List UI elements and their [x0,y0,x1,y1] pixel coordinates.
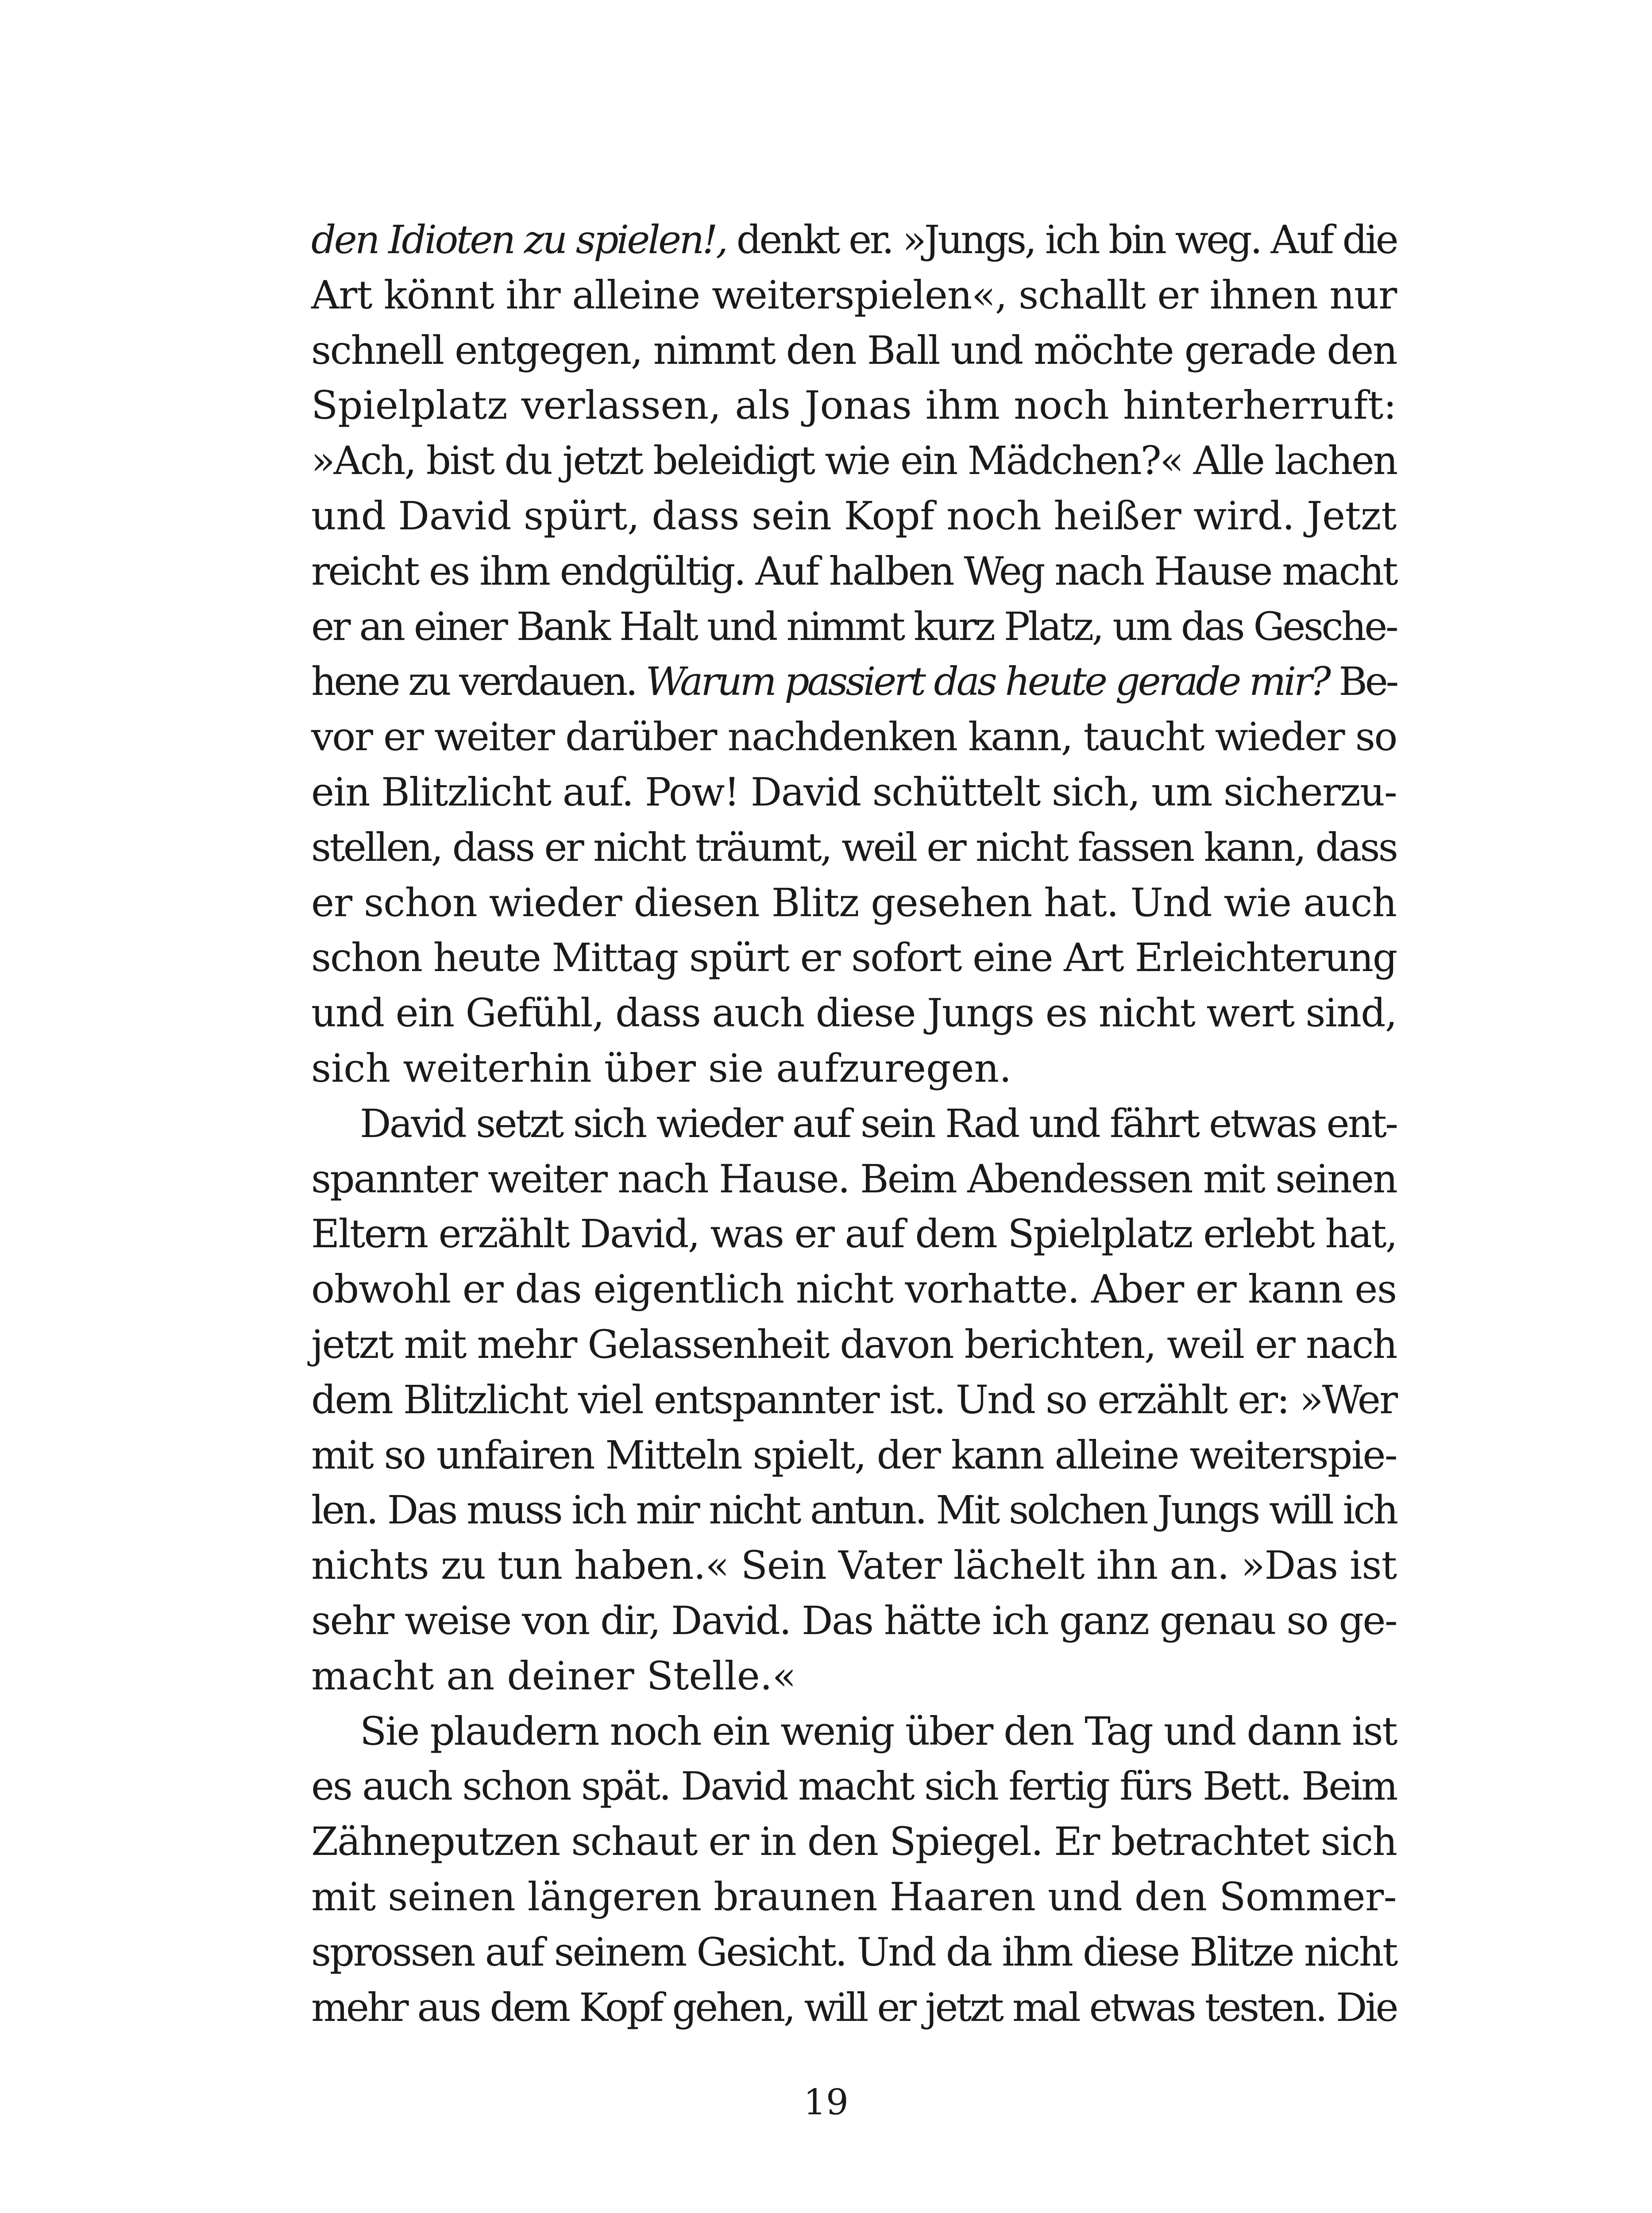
text-line [311,1428,1397,1483]
text-run: Sie plaudern noch ein wenig über den Tag und dann ist [360,1708,1397,1754]
body-text [311,212,1397,2035]
text-line [311,1538,1397,1593]
text-line [311,1041,1397,1096]
text-run: reicht es ihm endgültig. Auf halben Weg nach Hause macht [311,548,1397,594]
text-run: stellen, dass er nicht träumt, weil er nicht fassen kann, dass [311,824,1397,870]
paragraph [311,1704,1397,2036]
text-line [311,986,1397,1041]
text-line [311,820,1397,875]
text-line [311,1207,1397,1262]
text-run: es auch schon spät. David macht sich fertig fürs Bett. Beim [311,1763,1397,1809]
text-line [311,323,1397,378]
text-run: obwohl er das eigentlich nicht vorhatte. Aber er kann es [311,1266,1397,1312]
text-line [311,765,1397,820]
text-run: Zähneputzen schaut er in den Spiegel. Er betrachtet sich [311,1819,1397,1865]
text-run: und David spürt, dass sein Kopf noch heißer wird. Jetzt [311,493,1397,539]
text-run: jetzt mit mehr Gelassenheit davon berichten, weil er nach [311,1321,1397,1367]
text-run: spannter weiter nach Hause. Beim Abendessen mit seinen [311,1156,1397,1202]
text-line [311,1593,1397,1649]
text-run: dem Blitzlicht viel entspannter ist. Und so erzählt er: »Wer [311,1376,1397,1423]
text-run: len. Das muss ich mir nicht antun. Mit solchen Jungs will ich [311,1487,1397,1533]
text-line [311,1317,1397,1373]
text-run: denkt er. »Jungs, ich bin weg. Auf die [726,217,1397,262]
text-line [311,268,1397,323]
text-line [311,1152,1397,1207]
text-run: ein Blitzlicht auf. Pow! David schüttelt sich, um sicherzu- [311,769,1397,815]
text-run: schnell entgegen, nimmt den Ball und möchte gerade den [311,327,1397,373]
text-run: nichts zu tun haben.« Sein Vater lächelt ihn an. »Das ist [311,1542,1397,1588]
text-run: »Ach, bist du jetzt beleidigt wie ein Mädchen?« Alle lachen [311,438,1397,484]
text-run: mit seinen längeren braunen Haaren und den Sommer- [311,1874,1397,1920]
text-run: er an einer Bank Halt und nimmt kurz Platz, um das Gesche- [311,603,1397,649]
text-line [311,654,1397,709]
text-run: und ein Gefühl, dass auch diese Jungs es nicht wert sind, [311,990,1397,1036]
text-run: vor er weiter darüber nachdenken kann, taucht wieder so [311,714,1397,760]
text-line [311,1483,1397,1538]
text-line [311,1649,1397,1704]
text-run: David setzt sich wieder auf sein Rad und fährt etwas ent- [360,1100,1397,1146]
text-line [311,1925,1397,1980]
page-number: 19 [803,2082,849,2123]
text-run: mit so unfairen Mitteln spielt, der kann alleine weiterspie- [311,1432,1397,1478]
text-run: macht an deiner Stelle.« [311,1653,796,1699]
text-line [311,875,1397,931]
text-run: Spielplatz verlassen, als Jonas ihm noch hinterherruft: [311,382,1397,428]
text-line [311,599,1397,655]
text-line [311,378,1397,433]
text-line [311,1373,1397,1428]
text-run: er schon wieder diesen Blitz gesehen hat. Und wie auch [311,879,1397,925]
italic-text: Warum passiert das heute gerade mir? [645,659,1329,705]
paragraph [311,1096,1397,1704]
text-run: sich weiterhin über sie aufzuregen. [311,1045,1012,1091]
text-line [311,1870,1397,1925]
text-line [311,1814,1397,1870]
text-run: hene zu verdauen. [311,659,646,705]
text-line [311,544,1397,599]
text-run: sprossen auf seinem Gesicht. Und da ihm diese Blitze nicht [311,1929,1397,1975]
text-line [311,1759,1397,1814]
text-line [311,212,1397,268]
text-line [311,433,1397,489]
text-line [311,709,1397,765]
text-run: sehr weise von dir, David. Das hätte ich ganz genau so ge- [311,1597,1397,1643]
paragraph [311,212,1397,1096]
text-line [311,1262,1397,1317]
text-run: Eltern erzählt David, was er auf dem Spielplatz erlebt hat, [311,1211,1397,1257]
text-line [311,1704,1397,1759]
text-run: Be- [1328,659,1397,705]
text-line [311,930,1397,986]
text-line [311,489,1397,544]
text-line [311,1096,1397,1152]
text-run: mehr aus dem Kopf gehen, will er jetzt mal etwas testen. Die [311,1984,1397,2030]
text-run: schon heute Mittag spürt er sofort eine Art Erleichterung [311,935,1397,981]
text-line [311,1980,1397,2036]
text-run: Art könnt ihr alleine weiterspielen«, schallt er ihnen nur [311,272,1397,318]
italic-text: den Idioten zu spielen!, [311,217,726,262]
